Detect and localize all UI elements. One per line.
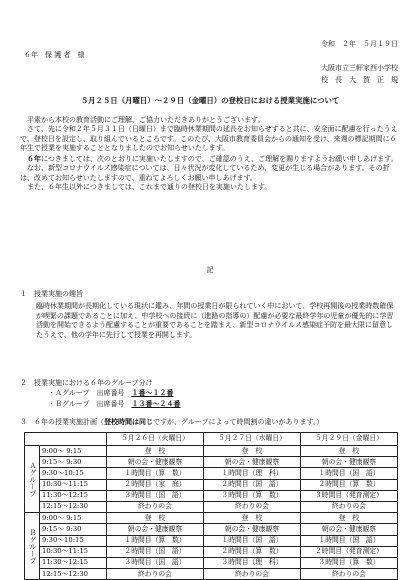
section-2-title: ２ 授業実施における６年のグループ分け — [20, 379, 153, 387]
schedule-cell: 終わりの会 — [204, 569, 301, 580]
table-row — [25, 546, 398, 557]
group-a-label: ・Ａグループ 出席番号 — [48, 389, 125, 398]
body-paragraph-5: また、６年生以外につきましては、これまで通りの登校日を実施いたします。 — [27, 183, 272, 192]
table-row — [25, 569, 398, 580]
document-title: ５月２５日（月曜日）～２９日（金曜日）の登校日における授業実施について — [80, 96, 340, 105]
body-paragraph-3 — [20, 154, 398, 164]
body-paragraph-1: 平素から本校の教育活動にご理解、ご協力いただきありがとうございます。 — [27, 116, 265, 124]
body-paragraph-2: さて、先に令和２年５月３１日（日曜日）まで臨時休業期間の延長をお知らせすると共に、安全面に配慮を行ったうえで、登校日を設定し、取り組んでいるところです。このたび、大阪市教育委員会からの通知を受け、来週の標記期間に６年生で授業を実施することとなりましたのでお知らせいたします。 — [20, 125, 398, 153]
schedule-cell: 朝の会・健康観察 — [107, 524, 204, 535]
schedule-cell: １時間目（算 数） — [107, 535, 204, 546]
group-b-range: １３番～２４番 — [131, 398, 181, 408]
sender-block — [321, 62, 398, 86]
group-label-a: Ａグループ — [25, 446, 40, 513]
schedule-cell: 終わりの会 — [107, 569, 204, 580]
table-row — [25, 557, 398, 568]
table-row — [25, 501, 398, 512]
schedule-cell: 終わりの会 — [107, 501, 204, 512]
time-cell: 11:30～12:15 — [40, 490, 107, 501]
day-header: ５月２６日（火曜日） — [107, 433, 204, 446]
schedule-cell: １時間目（国 語） — [301, 468, 398, 479]
schedule-cell: 終わりの会 — [301, 569, 398, 580]
body-text — [20, 116, 398, 193]
section-3-title-bold: 登校時間は同じ — [104, 417, 153, 426]
schedule-header-row — [25, 433, 398, 446]
table-row — [25, 468, 398, 479]
time-cell: 9:15～ 9:30 — [40, 457, 107, 468]
section-1-title: １ 授業実施の趣旨 — [20, 290, 83, 298]
schedule-cell: ２時間目（算 数） — [204, 546, 301, 557]
time-cell: 10:30～11:15 — [40, 546, 107, 557]
schedule-table — [24, 432, 398, 580]
time-cell: 12:15～12:30 — [40, 569, 107, 580]
schedule-cell: ３時間目（国 語） — [107, 557, 204, 568]
table-row — [25, 490, 398, 501]
school-name: 大阪市立三軒家西小学校 — [321, 64, 398, 72]
time-cell: 9:15～ 9:30 — [40, 524, 107, 535]
day-header: ５月２９日（金曜日） — [301, 433, 398, 446]
schedule-cell: 朝の会・健康観察 — [301, 457, 398, 468]
schedule-cell: 朝の会・健康観察 — [107, 457, 204, 468]
group-label-b: Ｂグループ — [25, 513, 40, 580]
schedule-cell: ３時間目（理 科） — [204, 557, 301, 568]
schedule-cell: 終わりの会 — [301, 501, 398, 512]
header-blank-cell — [25, 433, 107, 446]
schedule-cell: 登 校 — [204, 446, 301, 457]
day-header: ５月２７日（水曜日） — [204, 433, 301, 446]
time-cell: 9:00～ 9:15 — [40, 446, 107, 457]
time-cell: 11:30～12:15 — [40, 557, 107, 568]
body-paragraph-4: なお、新型コロナウイルス感染症については、日々状況が変化しているため、変更が生じる場合があります。その折は、改めてお知らせいたしますので、重ねてよろしくお願い申しあげます。 — [20, 164, 390, 182]
schedule-cell: １時間目（算 数） — [107, 468, 204, 479]
addressee: ６年 保 護 者 様 — [24, 51, 85, 59]
ki-heading: 記 — [206, 266, 214, 274]
section-3-title-prefix: ３ ６年の授業実施計画（ — [20, 418, 104, 426]
body-paragraph-3-text: につきましては、次のとおりに実施いたしますので、ご確認のうえ、ご理解を賜りますようお願い申しあげます。 — [41, 154, 398, 163]
table-row — [25, 479, 398, 490]
grade-emphasis: ６年 — [27, 153, 41, 163]
schedule-cell: ２時間目（家 庭） — [107, 479, 204, 490]
schedule-cell: ２時間目（算 数） — [301, 479, 398, 490]
schedule-cell: 終わりの会 — [204, 501, 301, 512]
schedule-cell: ３時間目（算 数） — [204, 490, 301, 501]
section-1-text: 臨時休業期間が長期化している現状に鑑み、年間の授業日が限られていく中において、学校再開後の授業時数確保が喫緊の課題であることに加え、中学校への接続に（進路の指導の）配慮が必要な最終学年の児童が優先的に学習活動を開始できるよう配慮することが重要であることを踏まえ、新型コロナウイルス感染症予防を最大限に留意したうえで、他の学年に先行して授業を再開します。 — [36, 302, 394, 339]
group-a-line — [48, 388, 398, 398]
section-groups — [20, 379, 398, 409]
schedule-cell: 朝の会・健康観察 — [204, 524, 301, 535]
time-cell: 9:30～10:15 — [40, 468, 107, 479]
principal-name: 校 長 大 賀 正 規 — [321, 76, 398, 84]
schedule-cell: 登 校 — [204, 513, 301, 524]
group-a-range: １番～１２番 — [131, 388, 174, 398]
schedule-cell: １時間目（理 科） — [204, 468, 301, 479]
table-row — [25, 513, 398, 524]
schedule-cell: 登 校 — [107, 513, 204, 524]
table-row — [25, 446, 398, 457]
group-b-label: ・Ｂグループ 出席番号 — [48, 399, 125, 408]
time-cell: 9:00～ 9:15 — [40, 513, 107, 524]
schedule-cell: ３時間目（算 数） — [301, 557, 398, 568]
time-cell: 12:15～12:30 — [40, 501, 107, 512]
schedule-cell: 登 校 — [301, 513, 398, 524]
table-row — [25, 535, 398, 546]
schedule-cell: ２時間目（発育測定） — [301, 546, 398, 557]
schedule-cell: １時間目（国 語） — [301, 535, 398, 546]
section-schedule — [20, 417, 398, 427]
schedule-cell: 朝の会・健康観察 — [204, 457, 301, 468]
schedule-cell: ３時間目（発育測定） — [301, 490, 398, 501]
table-row — [25, 457, 398, 468]
schedule-cell: ３時間目（国 語） — [107, 490, 204, 501]
time-cell: 10:30～11:15 — [40, 479, 107, 490]
group-b-line — [48, 399, 398, 409]
issue-date: 令和 ２年 ５月１９日 — [321, 40, 398, 48]
schedule-cell: 登 校 — [107, 446, 204, 457]
table-row — [25, 524, 398, 535]
time-cell: 9:30～10:15 — [40, 535, 107, 546]
section-purpose — [20, 290, 398, 340]
schedule-cell: ２時間目（国 語） — [107, 546, 204, 557]
schedule-cell: １時間目（国 語） — [204, 535, 301, 546]
schedule-cell: 朝の会・健康観察 — [301, 524, 398, 535]
schedule-cell: 登 校 — [301, 446, 398, 457]
schedule-cell: ２時間目（国 語） — [204, 479, 301, 490]
section-3-title-suffix: ですが、グループによって時間割の違いがあります。） — [153, 418, 324, 426]
